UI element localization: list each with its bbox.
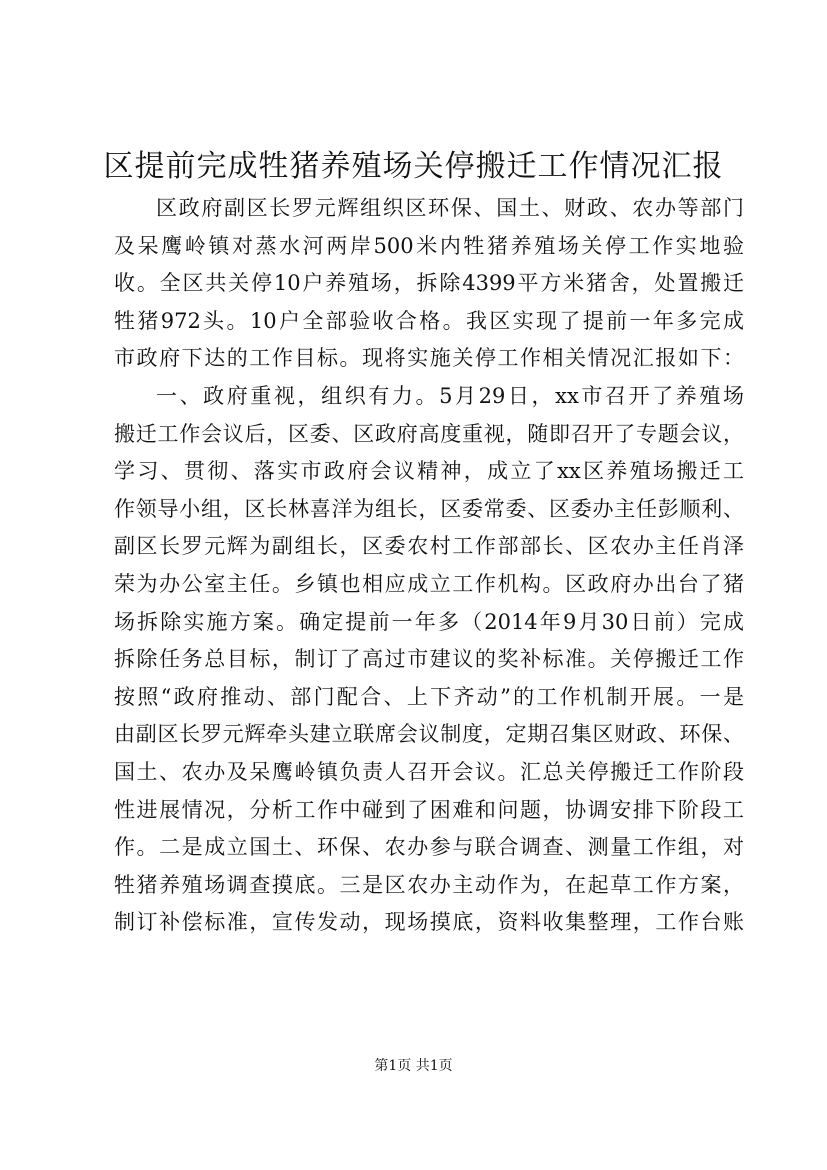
paragraph-line: 搬迁工作会议后，区委、区政府高度重视，随即召开了专题会议， — [114, 421, 744, 446]
document-title: 区提前完成牲猪养殖场关停搬迁工作情况汇报 — [103, 149, 724, 184]
paragraph-line: 市政府下达的工作目标。现将实施关停工作相关情况汇报如下： — [114, 346, 744, 371]
paragraph-line: 作。二是成立国土、环保、农办参与联合调查、测量工作组，对 — [114, 835, 744, 860]
paragraph-line: 收。全区共关停10户养殖场，拆除4399平方米猪舍，处置搬迁 — [114, 271, 744, 296]
paragraph-line: 及呆鹰岭镇对蒸水河两岸500米内牲猪养殖场关停工作实地验 — [114, 233, 744, 258]
paragraph-line: 按照“政府推动、部门配合、上下齐动”的工作机制开展。一是 — [114, 684, 744, 709]
paragraph-line: 作领导小组，区长林喜洋为组长，区委常委、区委办主任彭顺利、 — [114, 496, 744, 521]
paragraph-line: 由副区长罗元辉牵头建立联席会议制度，定期召集区财政、环保、 — [114, 722, 744, 747]
paragraph-line: 拆除任务总目标，制订了高过市建议的奖补标准。关停搬迁工作 — [114, 647, 744, 672]
paragraph-line: 场拆除实施方案。确定提前一年多（2014年9月30日前）完成 — [114, 609, 744, 634]
paragraph-line: 国土、农办及呆鹰岭镇负责人召开会议。汇总关停搬迁工作阶段 — [114, 759, 744, 784]
paragraph-line: 制订补偿标准，宣传发动，现场摸底，资料收集整理，工作台账 — [114, 910, 744, 935]
paragraph-line: 牲猪养殖场调查摸底。三是区农办主动作为，在起草工作方案， — [114, 872, 744, 897]
page-footer: 第1页 共1页 — [374, 1058, 453, 1074]
paragraph-line: 牲猪972头。10户全部验收合格。我区实现了提前一年多完成 — [114, 308, 744, 333]
paragraph-line: 副区长罗元辉为副组长，区委农村工作部部长、区农办主任肖泽 — [114, 534, 744, 559]
paragraph-line: 学习、贯彻、落实市政府会议精神，成立了xx区养殖场搬迁工 — [114, 459, 744, 484]
document-body — [114, 190, 744, 942]
paragraph-line: 一、政府重视，组织有力。5月29日，xx市召开了养殖场 — [156, 383, 744, 408]
paragraph-line: 荣为办公室主任。乡镇也相应成立工作机构。区政府办出台了猪 — [114, 571, 744, 596]
paragraph-line: 区政府副区长罗元辉组织区环保、国土、财政、农办等部门 — [156, 196, 744, 220]
paragraph-line: 性进展情况，分析工作中碰到了困难和问题，协调安排下阶段工 — [114, 797, 744, 822]
